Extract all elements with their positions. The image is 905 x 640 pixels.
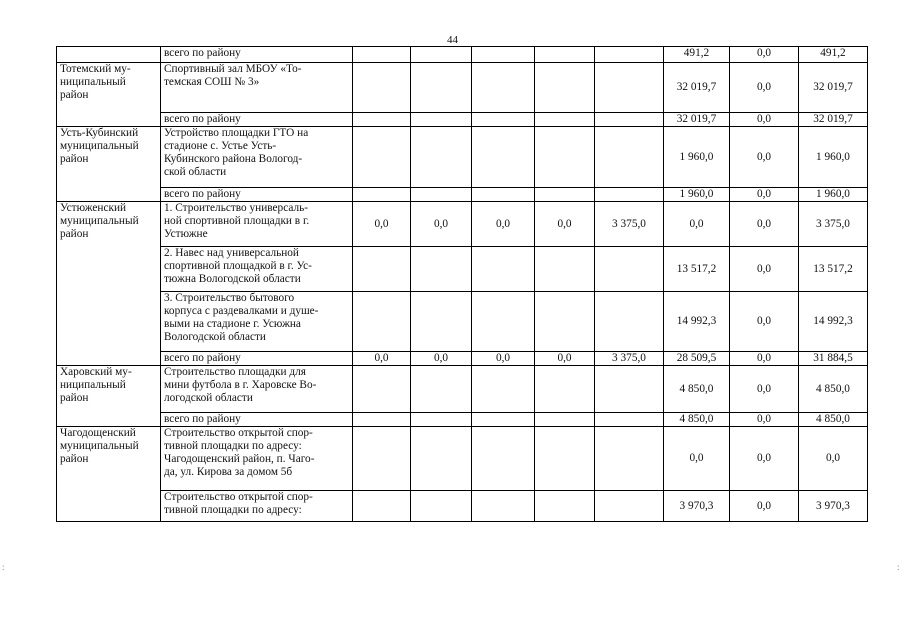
amount-cell-col6: 1 960,0: [664, 127, 730, 188]
amount-cell-col6: 491,2: [664, 47, 730, 63]
amount-cell-col1: [353, 113, 411, 127]
project-cell: 1. Строительство универсаль- ной спортивной площадки в г. Устюжне: [161, 202, 353, 247]
table-row: [57, 292, 868, 352]
page-number: 44: [447, 34, 458, 46]
amount-cell-col6: 32 019,7: [664, 113, 730, 127]
project-cell: 2. Навес над универсальной спортивной площадкой в г. Ус- тюжна Вологодской области: [161, 247, 353, 292]
amount-cell-col1: [353, 427, 411, 491]
table-row: [57, 202, 868, 247]
amount-cell-col7: 0,0: [730, 366, 799, 413]
amount-cell-col8: 491,2: [799, 47, 868, 63]
amount-cell-col5: [595, 63, 664, 113]
amount-cell-col3: [472, 292, 535, 352]
amount-cell-col1: [353, 127, 411, 188]
amount-cell-col6: 1 960,0: [664, 188, 730, 202]
amount-cell-col1: [353, 188, 411, 202]
amount-cell-col4: [535, 292, 595, 352]
amount-cell-col5: 3 375,0: [595, 202, 664, 247]
amount-cell-col4: [535, 47, 595, 63]
district-total-label: всего по району: [161, 352, 353, 366]
amount-cell-col1: [353, 247, 411, 292]
amount-cell-col5: [595, 127, 664, 188]
project-cell: Строительство открытой спор- тивной площадки по адресу: Чагодощенский район, п. Чаго- да, ул. Кирова за домом 5б: [161, 427, 353, 491]
amount-cell-col3: [472, 413, 535, 427]
district-total-label: всего по району: [161, 188, 353, 202]
amount-cell-col3: [472, 188, 535, 202]
amount-cell-col7: 0,0: [730, 127, 799, 188]
amount-cell-col4: [535, 366, 595, 413]
amount-cell-col7: 0,0: [730, 427, 799, 491]
amount-cell-col5: [595, 427, 664, 491]
amount-cell-col6: 4 850,0: [664, 366, 730, 413]
amount-cell-col4: 0,0: [535, 352, 595, 366]
amount-cell-col5: [595, 188, 664, 202]
amount-cell-col1: [353, 292, 411, 352]
amount-cell-col3: 0,0: [472, 202, 535, 247]
district-cell: [57, 47, 161, 63]
table-body: [57, 47, 868, 522]
amount-cell-col1: [353, 413, 411, 427]
amount-cell-col3: [472, 127, 535, 188]
amount-cell-col5: [595, 47, 664, 63]
amount-cell-col6: 0,0: [664, 202, 730, 247]
amount-cell-col8: 32 019,7: [799, 113, 868, 127]
amount-cell-col1: [353, 63, 411, 113]
table-row: [57, 127, 868, 188]
amount-cell-col6: 28 509,5: [664, 352, 730, 366]
amount-cell-col3: [472, 247, 535, 292]
amount-cell-col6: 0,0: [664, 427, 730, 491]
table-row: [57, 63, 868, 113]
amount-cell-col7: 0,0: [730, 491, 799, 522]
amount-cell-col2: [411, 63, 472, 113]
amount-cell-col1: [353, 47, 411, 63]
amount-cell-col1: 0,0: [353, 202, 411, 247]
amount-cell-col6: 3 970,3: [664, 491, 730, 522]
project-cell: Спортивный зал МБОУ «То- темская СОШ № 3»: [161, 63, 353, 113]
table-row: [57, 47, 868, 63]
amount-cell-col1: 0,0: [353, 352, 411, 366]
amount-cell-col5: [595, 366, 664, 413]
amount-cell-col6: 32 019,7: [664, 63, 730, 113]
table-row: [57, 366, 868, 413]
amount-cell-col4: 0,0: [535, 202, 595, 247]
amount-cell-col3: 0,0: [472, 352, 535, 366]
district-cell: Тотемский му- ниципальный район: [57, 63, 161, 127]
amount-cell-col8: 1 960,0: [799, 188, 868, 202]
amount-cell-col7: 0,0: [730, 202, 799, 247]
amount-cell-col7: 0,0: [730, 352, 799, 366]
amount-cell-col7: 0,0: [730, 47, 799, 63]
table-row: [57, 427, 868, 491]
district-total-label: всего по району: [161, 47, 353, 63]
scan-edge-mark: :: [2, 562, 5, 572]
amount-cell-col4: [535, 127, 595, 188]
amount-cell-col2: [411, 366, 472, 413]
amount-cell-col2: [411, 113, 472, 127]
amount-cell-col6: 14 992,3: [664, 292, 730, 352]
amount-cell-col5: [595, 292, 664, 352]
amount-cell-col3: [472, 47, 535, 63]
amount-cell-col8: 32 019,7: [799, 63, 868, 113]
amount-cell-col3: [472, 366, 535, 413]
table-row: [57, 491, 868, 522]
amount-cell-col2: [411, 247, 472, 292]
amount-cell-col7: 0,0: [730, 113, 799, 127]
amount-cell-col3: [472, 63, 535, 113]
amount-cell-col8: 14 992,3: [799, 292, 868, 352]
amount-cell-col4: [535, 427, 595, 491]
district-cell: Устюженский муниципальный район: [57, 202, 161, 366]
amount-cell-col5: [595, 413, 664, 427]
project-cell: Строительство площадки для мини футбола в г. Харовске Во- логодской области: [161, 366, 353, 413]
amount-cell-col7: 0,0: [730, 188, 799, 202]
amount-cell-col4: [535, 247, 595, 292]
budget-table: [56, 46, 868, 522]
amount-cell-col6: 13 517,2: [664, 247, 730, 292]
amount-cell-col2: [411, 427, 472, 491]
amount-cell-col8: 1 960,0: [799, 127, 868, 188]
amount-cell-col2: [411, 127, 472, 188]
scan-edge-mark: :: [897, 562, 900, 572]
amount-cell-col5: [595, 247, 664, 292]
amount-cell-col5: 3 375,0: [595, 352, 664, 366]
project-cell: Устройство площадки ГТО на стадионе с. Устье Усть- Кубинского района Вологод- ской области: [161, 127, 353, 188]
project-cell: Строительство открытой спор- тивной площадки по адресу:: [161, 491, 353, 522]
district-total-label: всего по району: [161, 113, 353, 127]
amount-cell-col1: [353, 366, 411, 413]
amount-cell-col2: [411, 491, 472, 522]
amount-cell-col3: [472, 427, 535, 491]
amount-cell-col2: [411, 47, 472, 63]
table-row: [57, 352, 868, 366]
table-row: [57, 413, 868, 427]
amount-cell-col2: 0,0: [411, 202, 472, 247]
amount-cell-col5: [595, 491, 664, 522]
amount-cell-col8: 4 850,0: [799, 366, 868, 413]
amount-cell-col2: [411, 292, 472, 352]
amount-cell-col1: [353, 491, 411, 522]
amount-cell-col8: 31 884,5: [799, 352, 868, 366]
amount-cell-col4: [535, 413, 595, 427]
district-total-label: всего по району: [161, 413, 353, 427]
amount-cell-col3: [472, 113, 535, 127]
amount-cell-col8: 0,0: [799, 427, 868, 491]
amount-cell-col2: 0,0: [411, 352, 472, 366]
amount-cell-col8: 3 970,3: [799, 491, 868, 522]
amount-cell-col8: 3 375,0: [799, 202, 868, 247]
project-cell: 3. Строительство бытового корпуса с раздевалками и душе- выми на стадионе г. Усюжна Вологодской области: [161, 292, 353, 352]
amount-cell-col2: [411, 413, 472, 427]
table-row: [57, 188, 868, 202]
district-cell: Харовский му- ниципальный район: [57, 366, 161, 427]
amount-cell-col8: 4 850,0: [799, 413, 868, 427]
amount-cell-col4: [535, 63, 595, 113]
district-cell: Чагодощенский муниципальный район: [57, 427, 161, 522]
amount-cell-col8: 13 517,2: [799, 247, 868, 292]
table-row: [57, 113, 868, 127]
district-cell: Усть-Кубинский муниципальный район: [57, 127, 161, 202]
amount-cell-col7: 0,0: [730, 292, 799, 352]
amount-cell-col4: [535, 491, 595, 522]
amount-cell-col4: [535, 188, 595, 202]
table-row: [57, 247, 868, 292]
amount-cell-col7: 0,0: [730, 413, 799, 427]
amount-cell-col2: [411, 188, 472, 202]
amount-cell-col4: [535, 113, 595, 127]
amount-cell-col7: 0,0: [730, 63, 799, 113]
amount-cell-col6: 4 850,0: [664, 413, 730, 427]
amount-cell-col5: [595, 113, 664, 127]
amount-cell-col3: [472, 491, 535, 522]
amount-cell-col7: 0,0: [730, 247, 799, 292]
